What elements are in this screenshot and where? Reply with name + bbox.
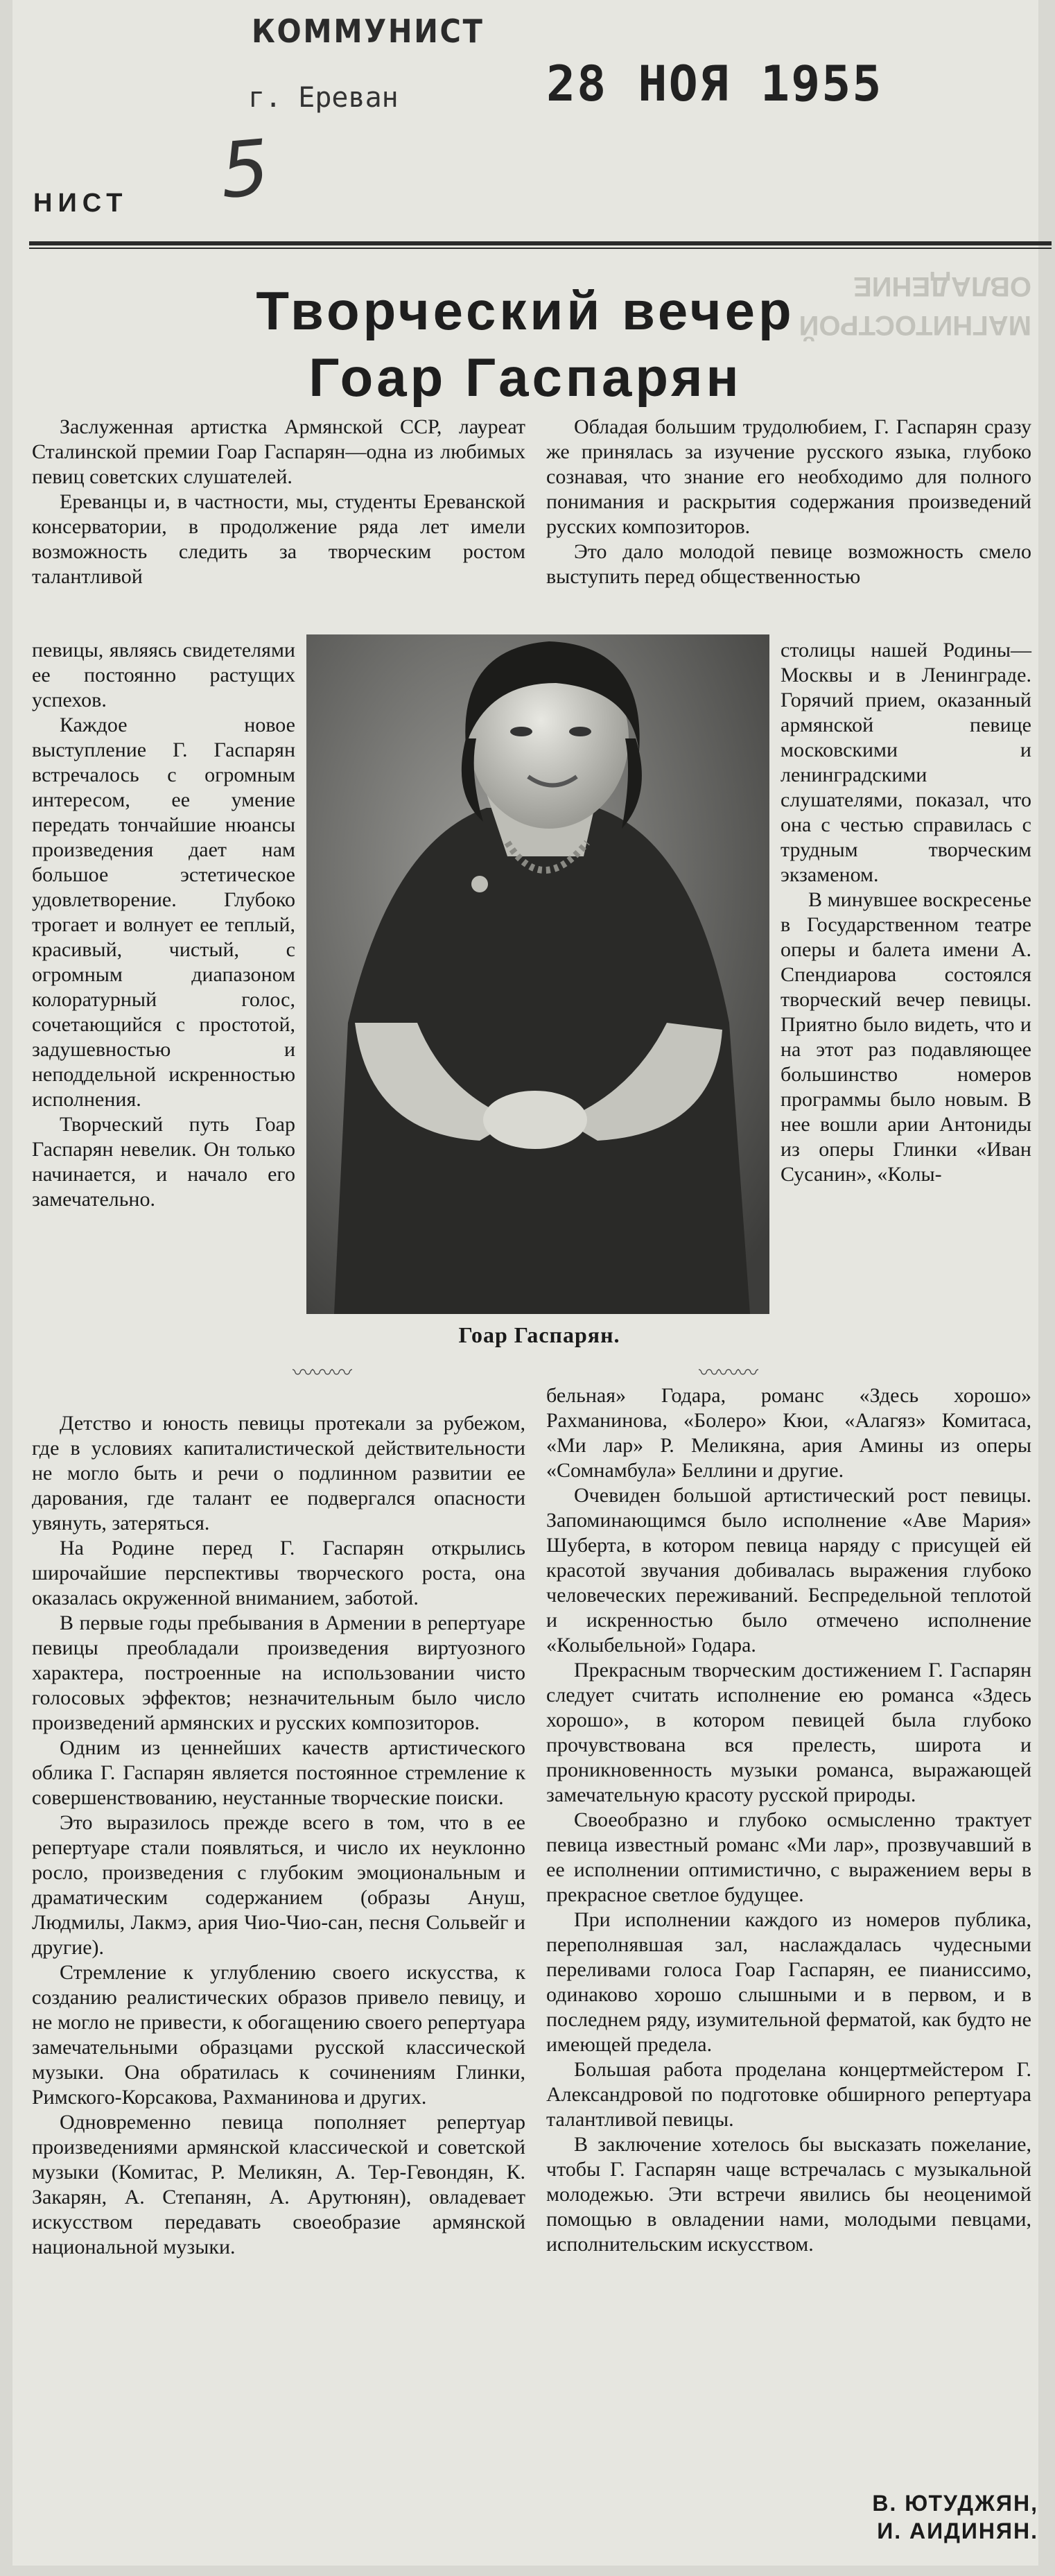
right-column-top (546, 415, 1031, 589)
signature-line-2: И. АИДИНЯН. (877, 2518, 1038, 2543)
paragraph: Ереванцы и, в частности, мы, студенты Ереванской консерватории, в продолжение ряда лет имели возможность следить за творческим ростом талантливой (32, 490, 525, 588)
top-rule-thin (29, 248, 1052, 249)
left-column-bottom (32, 1411, 525, 2260)
paragraph: столицы нашей Родины—Москвы и в Ленинграде. Горячий прием, оказанный армянской певице московскими и ленинградскими слушателями, показал, что она с честью справилась с трудным творческим экзаменом. (781, 639, 1031, 886)
paragraph: Своеобразно и глубоко осмысленно трактует певица известный романс «Ми лар», прозвучавший в ее исполнении оптимистично, с выражением веры в прекрасное светлое будущее. (546, 1808, 1031, 1906)
article-title (12, 277, 1038, 410)
photo-caption: Гоар Гаспарян. (458, 1322, 620, 1347)
paragraph: Это дало молодой певице возможность смело выступить перед общественностью (546, 540, 1031, 588)
signature (733, 2489, 1038, 2545)
stamp-publication: КОММУНИСТ (252, 12, 485, 50)
paragraph: Творческий путь Гоар Гаспарян невелик. Он только начинается, и начало его замечательно. (32, 1113, 295, 1211)
portrait-photo (306, 634, 769, 1314)
title-line-2: Гоар Гаспарян (308, 347, 742, 408)
handwritten-number: 5 (216, 123, 273, 216)
left-column-top (32, 415, 525, 589)
paragraph: Большая работа проделана концертмейстером Г. Александровой по подготовке обширного репертуара талантливой певицы. (546, 2058, 1031, 2131)
bleed-through-text: МАГНИТОСТРОЙ ОВЛАДЕНИЕ (799, 271, 1031, 340)
right-column-bottom (546, 1383, 1031, 2257)
paper-sheet (12, 0, 1038, 2566)
paragraph: Прекрасным творческим достижением Г. Гаспарян следует считать исполнение ею романса «Здесь хорошо», в котором певицей была глубоко прочувствована вся прелесть, широта и проникновенность музыки романса, выражающей замечательную красоту русской природы. (546, 1659, 1031, 1806)
top-rule (29, 241, 1052, 245)
paragraph: Заслуженная артистка Армянской ССР, лауреат Сталинской премии Гоар Гаспарян—одна из любимых певиц советских слушателей. (32, 415, 525, 488)
right-column-narrow (781, 638, 1031, 1187)
paragraph: Очевиден большой артистический рост певицы. Запоминающимся было исполнение «Аве Мария» Шуберта, в котором певица наряду с присущей ей красотой звучания добивалась выражения глубоко человеческих переживаний. Беспредельной теплотой и искренностью было отмечено исполнение «Колыбельной» Годара. (546, 1484, 1031, 1657)
paragraph: В минувшее воскресенье в Государственном театре оперы и балета имени А. Спендиарова состоялся творческий вечер певицы. Приятно было видеть, что и на этот раз подавляющее большинство номеров программы было новым. В нее вошли арии Антониды из оперы Глинки «Иван Сусанин», «Колы- (781, 888, 1031, 1186)
paragraph: Одним из ценнейших качеств артистического облика Г. Гаспарян является постоянное стремление к совершенствованию, неустанные творческие поиски. (32, 1736, 525, 1809)
paragraph: Это выразилось прежде всего в том, что в ее репертуаре стали появляться, и число их неуклонно росло, произведения с глубоким эмоциональным и драматическим содержанием (образы Ануш, Людмилы, Лакмэ, ария Чио-Чио-сан, песня Сольвейг и другие). (32, 1811, 525, 1959)
portrait-illustration (306, 634, 769, 1314)
paragraph: При исполнении каждого из номеров публика, переполнявшая зал, наслаждалась чудесными переливами голоса Гоар Гаспарян, ее пианиссимо, одинаково хорошо слышными и в первом, и в последнем ряду, изумительной ферматой, как будто не имеющей предела. (546, 1908, 1031, 2056)
paragraph: Детство и юность певицы протекали за рубежом, где в условиях капиталистической действительности не могло быть и речи о подлинном развитии ее дарования, где талант ее подвергался опасности увянуть, затеряться. (32, 1412, 525, 1535)
paragraph: Обладая большим трудолюбием, Г. Гаспарян сразу же принялась за изучение русского языка, глубоко сознавая, что знание его необходимо для полного понимания и раскрытия содержания произведений русских композиторов. (546, 415, 1031, 538)
paragraph: Одновременно певица пополняет репертуар произведениями армянской классической и советской музыки (Комитас, Р. Меликян, А. Тер-Гевондян, К. Закарян, А. Степанян, А. Арутюнян), овладевает искусством передавать своеобразие армянской национальной музыки. (32, 2111, 525, 2258)
paragraph: певицы, являясь свидетелями ее постоянно растущих успехов. (32, 639, 295, 711)
stamp-date: 28 НОЯ 1955 (546, 55, 883, 112)
paragraph: В заключение хотелось бы высказать пожелание, чтобы Г. Гаспарян чаще встречалась с музыкальной молодежью. Эти встречи явились бы неоценимой помощью в овладении нами, молодыми певцами, исполнительским искусством. (546, 2133, 1031, 2256)
paragraph: В первые годы пребывания в Армении в репертуаре певицы преобладали произведения виртуозного характера, построенные на использовании чисто голосовых эффектов; незначительным было число произведений армянских и русских композиторов. (32, 1611, 525, 1734)
paragraph: На Родине перед Г. Гаспарян открылись широчайшие перспективы творческого роста, она оказалась окруженной вниманием, заботой. (32, 1537, 525, 1609)
masthead-fragment: НИСТ (33, 189, 128, 218)
left-column-narrow (32, 638, 295, 1212)
column-divider-squiggle: 〰〰〰 (699, 1361, 757, 1385)
title-line-1: Творческий вечер (256, 280, 795, 341)
signature-line-1: В. ЮТУДЖЯН, (872, 2491, 1038, 2516)
column-divider-squiggle: 〰〰〰 (293, 1361, 351, 1385)
stamp-city: г. Ереван (248, 82, 399, 114)
paragraph: Стремление к углублению своего искусства, к созданию реалистических образов привело певицу, и не могло не привести, к обогащению своего репертуара замечательными образцами русской классической музыки. Она обратилась к сочинениям Глинки, Римского-Корсакова, Рахманинова и других. (32, 1961, 525, 2109)
paragraph: Каждое новое выступление Г. Гаспарян встречалось с огромным интересом, ее умение передать тончайшие нюансы произведения дает нам большое эстетическое удовлетворение. Глубоко трогает и волнует ее теплый, красивый, чистый, с огромным диапазоном колоратурный голос, сочетающийся с простотой, задушевностью и неподдельной искренностью исполнения. (32, 714, 295, 1111)
paragraph: бельная» Годара, романс «Здесь хорошо» Рахманинова, «Болеро» Кюи, «Алагяз» Комитаса, «Ми лар» Р. Меликяна, ария Амины из оперы «Сомнамбула» Беллини и другие. (546, 1384, 1031, 1482)
